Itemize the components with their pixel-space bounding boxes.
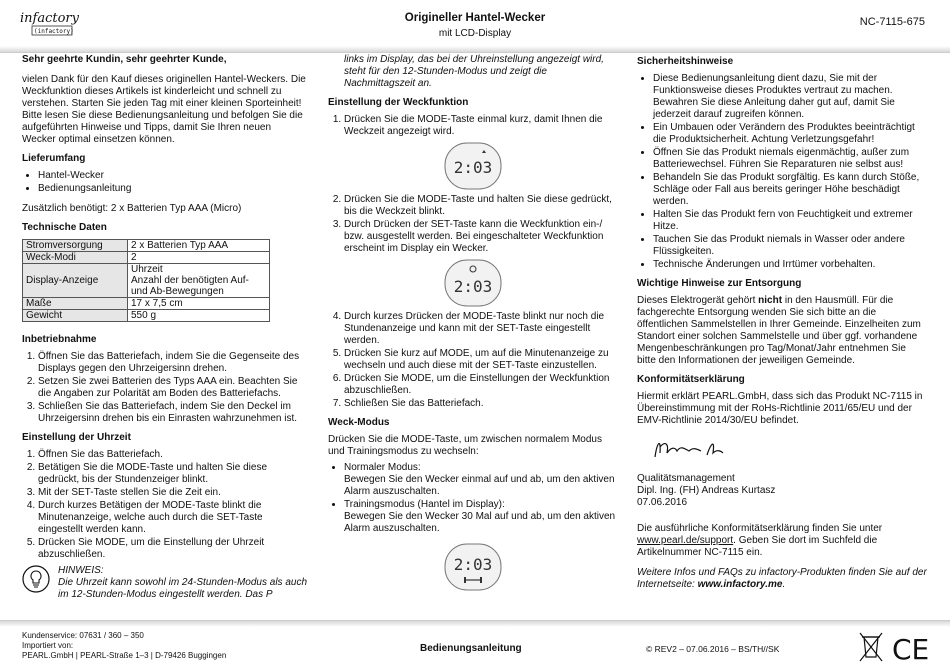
list-item: • Technische Änderungen und Irrtümer vorbehalten. <box>653 259 927 271</box>
list-item: 2. Drücken Sie die MODE-Taste und halten Sie diese gedrückt, bis die Weckzeit blinkt. <box>344 194 618 218</box>
lcd-display-dumbbell-icon <box>444 543 502 591</box>
weck-steps-1 <box>328 114 618 138</box>
modus-intro: Drücken Sie die MODE-Taste, um zwischen normalem Modus und Trainingsmodus zu wechseln: <box>328 434 602 457</box>
table-row <box>23 310 270 322</box>
konformitaet-heading: Konformitätserklärung <box>637 374 745 385</box>
sicherheit-list <box>637 73 927 271</box>
pearl-support-link[interactable]: www.pearl.de/support <box>637 535 734 546</box>
page-footer <box>0 620 950 672</box>
table-row <box>23 264 270 298</box>
column-middle <box>328 54 618 595</box>
tech-key: Weck-Modi <box>23 252 128 264</box>
qm-label: Qualitätsmanagement <box>637 473 735 484</box>
list-item: • Öffnen Sie das Produkt niemals eigenmächtig, außer zum Batteriewechsel. Führen Sie Reparaturen nie selbst aus! <box>653 147 927 171</box>
infactory-link[interactable]: www.infactory.me <box>697 579 783 590</box>
tech-key: Stromversorgung <box>23 240 128 252</box>
tech-heading: Technische Daten <box>22 222 107 233</box>
full-declaration: Die ausführliche Konformitätserklärung finden Sie unter www.pearl.de/support. Geben Sie dort im Suchfeld die Artikelnummer NC-7115 ein. <box>637 523 883 558</box>
weckmodus-heading: Weck-Modus <box>328 417 390 428</box>
footer-doc-type: Bedienungsanleitung <box>420 643 522 654</box>
list-item: • Bedienungsanleitung <box>38 183 307 195</box>
list-item: 2. Betätigen Sie die MODE-Taste und halten Sie diese gedrückt, bis der Stundenzeiger blinkt. <box>38 462 307 486</box>
tech-key: Gewicht <box>23 310 128 322</box>
svg-text:2:03: 2:03 <box>453 555 493 574</box>
extra-required: Zusätzlich benötigt: 2 x Batterien Typ AAA (Micro) <box>22 203 242 214</box>
list-item: 3. Durch Drücken der SET-Taste kann die Weckfunktion ein-/ bzw. ausgestellt werden. Bei eingeschalteter Weckfunktion erscheint im Display ein Wecker. <box>344 219 618 255</box>
qm-date: 07.06.2016 <box>637 497 688 508</box>
svg-text:infactory: infactory <box>20 11 79 26</box>
hint-title: HINWEIS: <box>58 565 104 576</box>
uhrzeit-heading: Einstellung der Uhrzeit <box>22 432 131 443</box>
mode-name: • Trainingsmodus (Hantel im Display): <box>344 499 505 510</box>
hint-continuation: links im Display, das bei der Uhreinstellung angezeigt wird, steht für den 12-Stunden-Modus und zeigt die Nachmittagszeit an. <box>344 54 604 89</box>
svg-text:2:03: 2:03 <box>453 277 493 296</box>
footer-import-label: Importiert von: <box>22 641 74 650</box>
list-item: 3. Schließen Sie das Batteriefach, indem Sie den Deckel im Uhrzeigersinn drehen bis ein Einrasten wahrzunehmen ist. <box>38 401 307 425</box>
inbetrieb-list <box>22 351 307 425</box>
signature-image <box>651 433 741 463</box>
list-item: 1. Öffnen Sie das Batteriefach, indem Sie die Gegenseite des Displays gegen den Uhrzeigersinn drehen. <box>38 351 307 375</box>
tech-value: 550 g <box>128 310 270 322</box>
uhrzeit-list <box>22 449 307 561</box>
tech-value: 2 x Batterien Typ AAA <box>128 240 270 252</box>
tech-table <box>22 239 270 322</box>
doc-title: Origineller Hantel-Wecker <box>404 12 546 24</box>
list-item: • Behandeln Sie das Produkt sorgfältig. Es kann durch Stöße, Schläge oder Fall aus bereits geringer Höhe beschädigt werden. <box>653 172 927 208</box>
svg-text:2:03: 2:03 <box>453 158 493 177</box>
list-item <box>344 499 618 535</box>
list-item: 3. Mit der SET-Taste stellen Sie die Zeit ein. <box>38 487 307 499</box>
list-item: • Ein Umbauen oder Verändern des Produktes beeinträchtigt die Produktsicherheit. Achtung Verletzungsgefahr! <box>653 122 927 146</box>
hint-text: Die Uhrzeit kann sowohl im 24-Stunden-Modus als auch im 12-Stunden-Modus eingestellt werden. Das P <box>58 577 308 600</box>
svg-text:CE: CE <box>892 633 930 665</box>
list-item: 4. Durch kurzes Drücken der MODE-Taste blinkt nur noch die Stundenanzeige und kann mit der SET-Taste eingestellt werden. <box>344 311 618 347</box>
list-item: 5. Drücken Sie kurz auf MODE, um auf die Minutenanzeige zu wechseln und auch diese mit der SET-Taste einzustellen. <box>344 348 618 372</box>
tech-value: 17 x 7,5 cm <box>128 298 270 310</box>
footer-service: Kundenservice: 07631 / 360 – 350 <box>22 631 144 640</box>
mode-desc: Bewegen Sie den Wecker einmal auf und ab, um den aktiven Alarm auszuschalten. <box>344 474 615 497</box>
weee-ce-icon <box>856 629 936 665</box>
column-right <box>637 54 927 595</box>
list-item: • Tauchen Sie das Produkt niemals in Wasser oder andere Flüssigkeiten. <box>653 234 927 258</box>
greeting: Sehr geehrte Kundin, sehr geehrter Kunde, <box>22 54 227 65</box>
list-item: • Hantel-Wecker <box>38 170 307 182</box>
page-header <box>0 0 950 53</box>
table-row <box>23 252 270 264</box>
lcd-display-clock-icon <box>444 259 502 307</box>
mode-name: • Normaler Modus: <box>344 462 421 473</box>
footer-address: PEARL.GmbH | PEARL-Straße 1–3 | D-79426 Buggingen <box>22 651 227 660</box>
list-item: 4. Durch kurzes Betätigen der MODE-Taste blinkt die Minutenanzeige, welche auch durch die SET-Taste eingestellt werden kann. <box>38 500 307 536</box>
doc-subtitle: mit LCD-Display <box>438 28 512 39</box>
entsorgung-heading: Wichtige Hinweise zur Entsorgung <box>637 278 802 289</box>
faq-text: Weitere Infos und FAQs zu infactory-Produkten finden Sie auf der Internetseite: www.infactory.me. <box>637 567 927 590</box>
svg-text:(infactory): (infactory) <box>34 28 74 35</box>
list-item: 6. Drücken Sie MODE, um die Einstellungen der Weckfunktion abzuschließen. <box>344 373 618 397</box>
footer-revision: © REV2 – 07.06.2016 – BS/TH//SK <box>646 644 780 654</box>
list-item: 7. Schließen Sie das Batteriefach. <box>344 398 618 410</box>
weck-steps-3 <box>328 311 618 410</box>
lcd-display-alarm-icon <box>444 142 502 190</box>
list-item: 2. Setzen Sie zwei Batterien des Typs AAA ein. Beachten Sie die Angaben zur Polarität am Boden des Batteriefachs. <box>38 376 307 400</box>
weck-steps-2 <box>328 194 618 255</box>
tech-key: Display-Anzeige <box>23 264 128 298</box>
footer-contact <box>22 631 226 661</box>
weckfunktion-heading: Einstellung der Weckfunktion <box>328 97 469 108</box>
mode-desc: Bewegen Sie den Wecker 30 Mal auf und ab, um den aktiven Alarm auszuschalten. <box>344 511 616 534</box>
modes-list <box>328 462 618 535</box>
list-item: 5. Drücken Sie MODE, um die Einstellung der Uhrzeit abzuschließen. <box>38 537 307 561</box>
lieferumfang-heading: Lieferumfang <box>22 153 86 164</box>
lieferumfang-list <box>22 170 307 195</box>
list-item: 1. Drücken Sie die MODE-Taste einmal kurz, damit Ihnen die Weckzeit angezeigt wird. <box>344 114 618 138</box>
table-row <box>23 240 270 252</box>
konformitaet-text: Hiermit erklärt PEARL.GmbH, dass sich das Produkt NC-7115 in Übereinstimmung mit der RoHs-Richtlinie 2011/65/EU und der EMV-Richtlinie 2014/30/EU befindet. <box>637 391 923 426</box>
lightbulb-icon <box>22 565 50 593</box>
tech-value: 2 <box>128 252 270 264</box>
list-item: • Halten Sie das Produkt fern von Feuchtigkeit und extremer Hitze. <box>653 209 927 233</box>
entsorgung-text: Dieses Elektrogerät gehört nicht in den Hausmüll. Für die fachgerechte Entsorgung wenden Sie sich bitte an die öffentlichen Sammelstellen in Ihrer Gemeinde. Einzelheiten zum Standort einer solchen Sammelstelle und über ggf. vorhandene Mengenbeschränkungen pro Tag/Monat/Jahr entnehmen Sie bitte den Informationen der jeweiligen Gemeinde. <box>637 295 921 366</box>
table-row <box>23 298 270 310</box>
tech-value: Uhrzeit Anzahl der benötigten Auf- und Ab-Bewegungen <box>128 264 270 298</box>
intro-text: vielen Dank für den Kauf dieses originellen Hantel-Weckers. Die Weckfunktion dieses Artikels ist kinderleicht und schnell zu verstehen. Starten Sie jeden Tag mit einer kleinen Sporteinheit! Bitte lesen Sie diese Bedienungsanleitung und befolgen Sie die aufgeführten Hinweise und Tipps, damit Sie Ihren neuen Wecker optimal einsetzen können. <box>22 74 306 145</box>
list-item <box>344 462 618 498</box>
list-item: 1. Öffnen Sie das Batteriefach. <box>38 449 307 461</box>
product-code: NC-7115-675 <box>859 16 925 28</box>
qm-name: Dipl. Ing. (FH) Andreas Kurtasz <box>637 485 776 496</box>
list-item: • Diese Bedienungsanleitung dient dazu, Sie mit der Funktionsweise dieses Produktes vertraut zu machen. Bewahren Sie diese Anleitung daher gut auf, damit Sie jederzeit darauf zugreifen können. <box>653 73 927 121</box>
inbetrieb-heading: Inbetriebnahme <box>22 334 97 345</box>
sicherheit-heading: Sicherheitshinweise <box>637 56 734 67</box>
column-left <box>22 54 307 601</box>
hint-box <box>22 565 307 601</box>
tech-key: Maße <box>23 298 128 310</box>
